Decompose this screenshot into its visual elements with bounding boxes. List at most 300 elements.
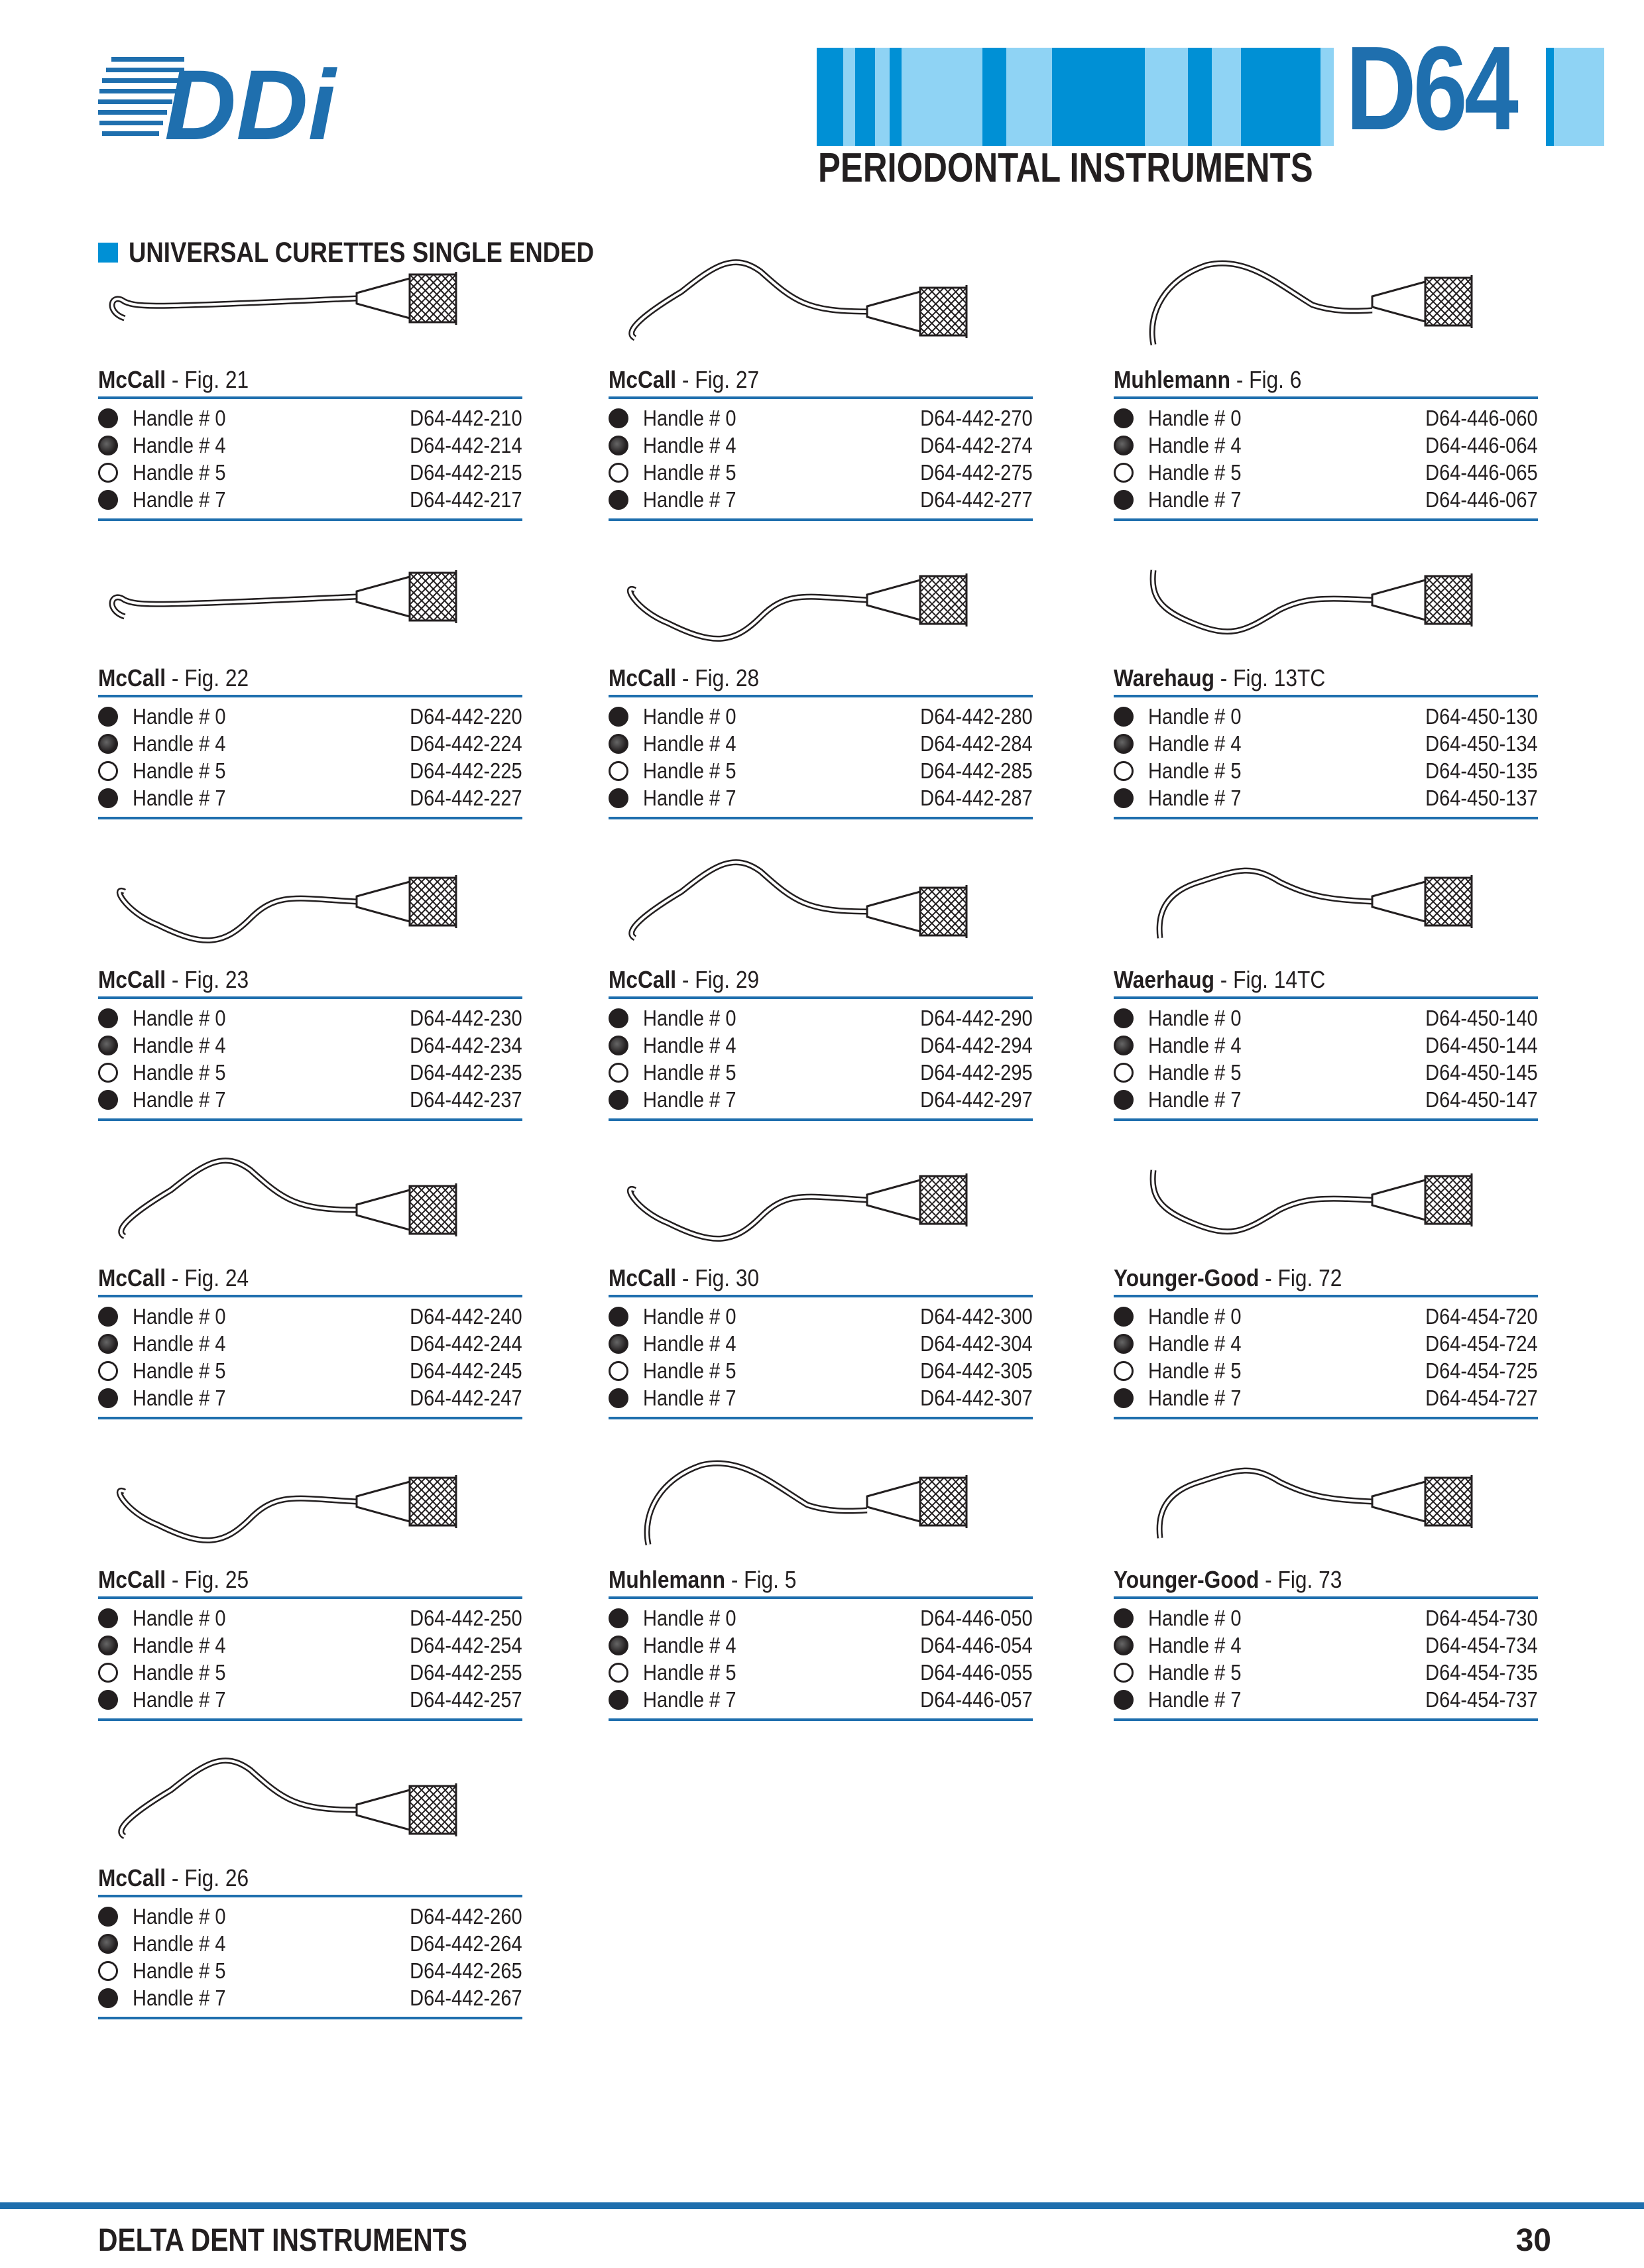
handle-row bbox=[609, 1059, 1033, 1086]
product-code: D64-442-257 bbox=[410, 1687, 522, 1712]
handle-row bbox=[98, 1604, 522, 1632]
product-code: D64-450-135 bbox=[1425, 758, 1538, 783]
bottom-rule bbox=[98, 817, 522, 819]
handle-label: Handle # 7 bbox=[133, 1385, 226, 1410]
product-code: D64-442-275 bbox=[920, 459, 1033, 485]
handle-row bbox=[98, 1659, 522, 1686]
figure-number: - Fig. 14TC bbox=[1214, 966, 1326, 993]
handle-label: Handle # 5 bbox=[1148, 459, 1242, 485]
figure-number: - Fig. 24 bbox=[166, 1264, 249, 1291]
handle-color-dot-icon bbox=[1114, 1036, 1134, 1055]
product-name: McCall bbox=[98, 366, 166, 393]
handle-label: Handle # 5 bbox=[1148, 1358, 1242, 1383]
handle-row bbox=[609, 1384, 1033, 1411]
handle-label: Handle # 4 bbox=[1148, 1032, 1242, 1057]
product-code: D64-442-294 bbox=[920, 1032, 1033, 1057]
figure-number: - Fig. 73 bbox=[1259, 1566, 1342, 1593]
handle-label: Handle # 4 bbox=[643, 1331, 736, 1356]
product-name: McCall bbox=[98, 1566, 166, 1593]
handle-color-dot-icon bbox=[609, 1063, 628, 1083]
handle-row bbox=[609, 1004, 1033, 1032]
handle-color-dot-icon bbox=[98, 1988, 118, 2008]
product-code: D64-442-277 bbox=[920, 487, 1033, 512]
handle-row bbox=[98, 1004, 522, 1032]
handle-label: Handle # 4 bbox=[133, 432, 226, 457]
handle-row bbox=[98, 703, 522, 730]
handle-row bbox=[98, 1686, 522, 1713]
handle-row bbox=[98, 1903, 522, 1930]
handle-label: Handle # 5 bbox=[133, 1358, 226, 1383]
title-rule bbox=[98, 1596, 522, 1599]
handle-label: Handle # 7 bbox=[643, 487, 736, 512]
handle-row bbox=[98, 1357, 522, 1384]
page-number: 30 bbox=[1515, 2223, 1551, 2258]
handle-color-dot-icon bbox=[609, 761, 628, 781]
handle-row bbox=[609, 1303, 1033, 1330]
handle-row bbox=[609, 1086, 1033, 1113]
product-code: D64-454-734 bbox=[1425, 1632, 1538, 1657]
product-code: D64-446-055 bbox=[920, 1659, 1033, 1685]
handle-label: Handle # 5 bbox=[133, 1958, 226, 1983]
product-name: McCall bbox=[609, 366, 677, 393]
product-title bbox=[609, 1566, 796, 1594]
product-code: D64-442-225 bbox=[410, 758, 522, 783]
handle-label: Handle # 5 bbox=[133, 758, 226, 783]
handle-row bbox=[1114, 1659, 1538, 1686]
instrument-drawing bbox=[98, 537, 522, 663]
product-name: Muhlemann bbox=[1114, 366, 1231, 393]
product-code: D64-442-255 bbox=[410, 1659, 522, 1685]
handle-row bbox=[98, 459, 522, 486]
figure-number: - Fig. 26 bbox=[166, 1864, 249, 1891]
product-code: D64-442-235 bbox=[410, 1059, 522, 1085]
product-code: D64-454-730 bbox=[1425, 1605, 1538, 1630]
product-code: D64-442-270 bbox=[920, 405, 1033, 430]
title-rule bbox=[98, 996, 522, 999]
product-code: D64-450-144 bbox=[1425, 1032, 1538, 1057]
product-code: D64-442-224 bbox=[410, 731, 522, 756]
handle-row bbox=[609, 730, 1033, 757]
handle-color-dot-icon bbox=[609, 408, 628, 428]
handle-list bbox=[609, 404, 1033, 513]
handle-label: Handle # 4 bbox=[1148, 1331, 1242, 1356]
product-title bbox=[1114, 1264, 1342, 1292]
product-code: D64-442-300 bbox=[920, 1303, 1033, 1329]
product-name: McCall bbox=[98, 1264, 166, 1291]
handle-label: Handle # 4 bbox=[643, 432, 736, 457]
product-title bbox=[609, 1264, 759, 1292]
handle-color-dot-icon bbox=[98, 1690, 118, 1710]
handle-row bbox=[1114, 1384, 1538, 1411]
handle-label: Handle # 7 bbox=[133, 1985, 226, 2010]
handle-color-dot-icon bbox=[609, 1334, 628, 1354]
handle-color-dot-icon bbox=[98, 1334, 118, 1354]
figure-number: - Fig. 13TC bbox=[1214, 664, 1326, 691]
product-code: D64-454-720 bbox=[1425, 1303, 1538, 1329]
instrument-drawing bbox=[98, 1439, 522, 1565]
handle-row bbox=[98, 1059, 522, 1086]
product-code: D64-446-057 bbox=[920, 1687, 1033, 1712]
handle-color-dot-icon bbox=[609, 1008, 628, 1028]
product-code: D64-442-227 bbox=[410, 785, 522, 810]
handle-list bbox=[98, 1903, 522, 2011]
handle-row bbox=[98, 1032, 522, 1059]
bottom-rule bbox=[609, 1118, 1033, 1121]
handle-label: Handle # 7 bbox=[643, 1385, 736, 1410]
handle-label: Handle # 0 bbox=[643, 1005, 736, 1030]
handle-color-dot-icon bbox=[98, 408, 118, 428]
product-code: D64-446-065 bbox=[1425, 459, 1538, 485]
product-code: D64-450-134 bbox=[1425, 731, 1538, 756]
product-code: D64-446-060 bbox=[1425, 405, 1538, 430]
product-code: D64-450-147 bbox=[1425, 1087, 1538, 1112]
product-code: D64-454-727 bbox=[1425, 1385, 1538, 1410]
product-code: D64-442-250 bbox=[410, 1605, 522, 1630]
product-title bbox=[609, 366, 759, 394]
handle-label: Handle # 4 bbox=[643, 1632, 736, 1657]
handle-color-dot-icon bbox=[609, 436, 628, 455]
instrument-drawing bbox=[609, 1439, 1033, 1565]
handle-row bbox=[98, 1086, 522, 1113]
bottom-rule bbox=[98, 2017, 522, 2019]
handle-list bbox=[98, 703, 522, 811]
bottom-rule bbox=[1114, 1417, 1538, 1419]
handle-color-dot-icon bbox=[609, 1307, 628, 1327]
title-rule bbox=[98, 695, 522, 697]
handle-color-dot-icon bbox=[1114, 1334, 1134, 1354]
handle-label: Handle # 5 bbox=[133, 1059, 226, 1085]
handle-color-dot-icon bbox=[98, 1636, 118, 1655]
handle-row bbox=[1114, 730, 1538, 757]
handle-color-dot-icon bbox=[1114, 1636, 1134, 1655]
product-title bbox=[1114, 966, 1325, 994]
handle-label: Handle # 4 bbox=[1148, 432, 1242, 457]
bottom-rule bbox=[609, 817, 1033, 819]
handle-color-dot-icon bbox=[1114, 463, 1134, 483]
handle-row bbox=[1114, 404, 1538, 432]
product-title bbox=[609, 664, 759, 692]
instrument-drawing bbox=[98, 839, 522, 965]
handle-list bbox=[1114, 404, 1538, 513]
handle-row bbox=[1114, 1357, 1538, 1384]
product-code: D64-442-295 bbox=[920, 1059, 1033, 1085]
instrument-drawing bbox=[98, 239, 522, 365]
handle-label: Handle # 0 bbox=[643, 1303, 736, 1329]
handle-row bbox=[609, 1659, 1033, 1686]
handle-row bbox=[1114, 1004, 1538, 1032]
handle-row bbox=[1114, 1330, 1538, 1357]
handle-label: Handle # 5 bbox=[1148, 1059, 1242, 1085]
bottom-rule bbox=[1114, 1718, 1538, 1721]
handle-color-dot-icon bbox=[609, 1036, 628, 1055]
figure-number: - Fig. 72 bbox=[1259, 1264, 1342, 1291]
instrument-drawing bbox=[98, 1737, 522, 1863]
product-code: D64-442-304 bbox=[920, 1331, 1033, 1356]
product-title bbox=[98, 1264, 249, 1292]
handle-label: Handle # 0 bbox=[1148, 1303, 1242, 1329]
product-code: D64-442-307 bbox=[920, 1385, 1033, 1410]
handle-color-dot-icon bbox=[609, 1090, 628, 1110]
product-name: Waerhaug bbox=[1114, 966, 1214, 993]
product-title bbox=[1114, 664, 1325, 692]
handle-color-dot-icon bbox=[1114, 1388, 1134, 1408]
handle-label: Handle # 0 bbox=[643, 1605, 736, 1630]
product-code: D64-442-215 bbox=[410, 459, 522, 485]
handle-color-dot-icon bbox=[1114, 1663, 1134, 1683]
product-code: D64-442-237 bbox=[410, 1087, 522, 1112]
handle-row bbox=[1114, 784, 1538, 811]
product-code: D64-450-145 bbox=[1425, 1059, 1538, 1085]
handle-label: Handle # 7 bbox=[133, 785, 226, 810]
handle-row bbox=[1114, 1086, 1538, 1113]
handle-color-dot-icon bbox=[1114, 1307, 1134, 1327]
product-code: D64-450-140 bbox=[1425, 1005, 1538, 1030]
handle-row bbox=[609, 1632, 1033, 1659]
handle-row bbox=[1114, 1032, 1538, 1059]
handle-row bbox=[98, 1384, 522, 1411]
footer-company: DELTA DENT INSTRUMENTS bbox=[98, 2223, 467, 2258]
handle-label: Handle # 7 bbox=[1148, 1087, 1242, 1112]
handle-row bbox=[98, 784, 522, 811]
product-code: D64-442-265 bbox=[410, 1958, 522, 1983]
handle-row bbox=[1114, 459, 1538, 486]
bottom-rule bbox=[1114, 518, 1538, 521]
product-code: D64-450-130 bbox=[1425, 703, 1538, 729]
handle-row bbox=[1114, 432, 1538, 459]
handle-row bbox=[609, 784, 1033, 811]
title-rule bbox=[1114, 695, 1538, 697]
product-title bbox=[98, 366, 249, 394]
product-code: D64-446-064 bbox=[1425, 432, 1538, 457]
handle-label: Handle # 0 bbox=[133, 405, 226, 430]
handle-color-dot-icon bbox=[1114, 1608, 1134, 1628]
handle-row bbox=[1114, 1303, 1538, 1330]
handle-list bbox=[1114, 1303, 1538, 1411]
handle-row bbox=[609, 1357, 1033, 1384]
handle-label: Handle # 4 bbox=[133, 1931, 226, 1956]
handle-color-dot-icon bbox=[98, 463, 118, 483]
product-code: D64-442-254 bbox=[410, 1632, 522, 1657]
handle-color-dot-icon bbox=[98, 1934, 118, 1954]
handle-color-dot-icon bbox=[98, 1008, 118, 1028]
product-name: Younger-Good bbox=[1114, 1566, 1260, 1593]
product-title bbox=[98, 966, 249, 994]
instrument-drawing bbox=[1114, 1439, 1538, 1565]
instrument-drawing bbox=[1114, 537, 1538, 663]
handle-label: Handle # 4 bbox=[133, 731, 226, 756]
handle-label: Handle # 5 bbox=[643, 758, 736, 783]
handle-label: Handle # 5 bbox=[643, 1659, 736, 1685]
handle-row bbox=[609, 1604, 1033, 1632]
handle-color-dot-icon bbox=[1114, 761, 1134, 781]
figure-number: - Fig. 29 bbox=[676, 966, 760, 993]
product-code: D64-442-240 bbox=[410, 1303, 522, 1329]
figure-number: - Fig. 5 bbox=[725, 1566, 797, 1593]
handle-color-dot-icon bbox=[98, 1307, 118, 1327]
product-name: McCall bbox=[609, 1264, 677, 1291]
handle-row bbox=[609, 703, 1033, 730]
handle-color-dot-icon bbox=[98, 490, 118, 510]
handle-color-dot-icon bbox=[1114, 436, 1134, 455]
handle-color-dot-icon bbox=[609, 1636, 628, 1655]
handle-label: Handle # 4 bbox=[643, 1032, 736, 1057]
handle-row bbox=[1114, 757, 1538, 784]
handle-label: Handle # 5 bbox=[1148, 758, 1242, 783]
handle-label: Handle # 4 bbox=[133, 1331, 226, 1356]
handle-label: Handle # 7 bbox=[1148, 1687, 1242, 1712]
product-name: McCall bbox=[609, 966, 677, 993]
handle-list bbox=[609, 1004, 1033, 1113]
handle-row bbox=[1114, 1632, 1538, 1659]
handle-color-dot-icon bbox=[1114, 1690, 1134, 1710]
product-title bbox=[98, 1864, 249, 1892]
product-code: D64-442-284 bbox=[920, 731, 1033, 756]
bottom-rule bbox=[98, 1118, 522, 1121]
handle-list bbox=[1114, 1004, 1538, 1113]
product-code: D64-446-050 bbox=[920, 1605, 1033, 1630]
product-name: Warehaug bbox=[1114, 664, 1214, 691]
handle-row bbox=[609, 757, 1033, 784]
handle-color-dot-icon bbox=[1114, 734, 1134, 754]
handle-color-dot-icon bbox=[609, 1388, 628, 1408]
handle-label: Handle # 7 bbox=[133, 1087, 226, 1112]
bottom-rule bbox=[1114, 1118, 1538, 1121]
handle-color-dot-icon bbox=[98, 761, 118, 781]
handle-list bbox=[98, 1303, 522, 1411]
product-title bbox=[1114, 1566, 1342, 1594]
section-title: UNIVERSAL CURETTES SINGLE ENDED bbox=[129, 236, 594, 269]
handle-row bbox=[98, 1330, 522, 1357]
catalog-code: D64 bbox=[1346, 22, 1516, 155]
title-rule bbox=[609, 1295, 1033, 1297]
handle-list bbox=[609, 1303, 1033, 1411]
handle-label: Handle # 0 bbox=[133, 1005, 226, 1030]
handle-list bbox=[98, 404, 522, 513]
product-title bbox=[98, 664, 249, 692]
figure-number: - Fig. 27 bbox=[676, 366, 760, 393]
handle-label: Handle # 0 bbox=[1148, 703, 1242, 729]
title-rule bbox=[98, 1895, 522, 1897]
handle-list bbox=[1114, 1604, 1538, 1713]
handle-label: Handle # 0 bbox=[643, 703, 736, 729]
product-code: D64-442-290 bbox=[920, 1005, 1033, 1030]
handle-color-dot-icon bbox=[98, 1036, 118, 1055]
title-rule bbox=[98, 1295, 522, 1297]
bottom-rule bbox=[609, 1718, 1033, 1721]
handle-color-dot-icon bbox=[1114, 1008, 1134, 1028]
product-title bbox=[1114, 366, 1301, 394]
handle-color-dot-icon bbox=[1114, 1090, 1134, 1110]
product-code: D64-442-220 bbox=[410, 703, 522, 729]
handle-color-dot-icon bbox=[98, 1361, 118, 1381]
handle-color-dot-icon bbox=[1114, 788, 1134, 808]
handle-color-dot-icon bbox=[1114, 707, 1134, 727]
bottom-rule bbox=[1114, 817, 1538, 819]
figure-number: - Fig. 30 bbox=[676, 1264, 760, 1291]
handle-label: Handle # 7 bbox=[1148, 487, 1242, 512]
handle-label: Handle # 5 bbox=[643, 1358, 736, 1383]
handle-label: Handle # 5 bbox=[643, 1059, 736, 1085]
handle-label: Handle # 0 bbox=[133, 703, 226, 729]
handle-label: Handle # 0 bbox=[133, 1605, 226, 1630]
title-rule bbox=[609, 695, 1033, 697]
bottom-rule bbox=[609, 518, 1033, 521]
handle-color-dot-icon bbox=[98, 1388, 118, 1408]
product-code: D64-442-305 bbox=[920, 1358, 1033, 1383]
handle-color-dot-icon bbox=[609, 707, 628, 727]
product-code: D64-442-297 bbox=[920, 1087, 1033, 1112]
title-rule bbox=[1114, 996, 1538, 999]
footer-rule bbox=[0, 2202, 1644, 2209]
product-code: D64-446-067 bbox=[1425, 487, 1538, 512]
handle-row bbox=[98, 730, 522, 757]
product-name: McCall bbox=[98, 966, 166, 993]
product-code: D64-442-264 bbox=[410, 1931, 522, 1956]
handle-row bbox=[609, 486, 1033, 513]
product-code: D64-442-230 bbox=[410, 1005, 522, 1030]
title-rule bbox=[1114, 1295, 1538, 1297]
figure-number: - Fig. 23 bbox=[166, 966, 249, 993]
handle-color-dot-icon bbox=[98, 1090, 118, 1110]
handle-row bbox=[98, 1303, 522, 1330]
instrument-drawing bbox=[609, 1137, 1033, 1263]
handle-row bbox=[98, 1632, 522, 1659]
product-code: D64-454-725 bbox=[1425, 1358, 1538, 1383]
title-rule bbox=[1114, 1596, 1538, 1599]
figure-number: - Fig. 22 bbox=[166, 664, 249, 691]
handle-label: Handle # 0 bbox=[1148, 405, 1242, 430]
figure-number: - Fig. 21 bbox=[166, 366, 249, 393]
handle-color-dot-icon bbox=[609, 788, 628, 808]
handle-color-dot-icon bbox=[98, 707, 118, 727]
bottom-rule bbox=[98, 1417, 522, 1419]
product-code: D64-442-267 bbox=[410, 1985, 522, 2010]
handle-label: Handle # 4 bbox=[643, 731, 736, 756]
figure-number: - Fig. 6 bbox=[1230, 366, 1302, 393]
handle-color-dot-icon bbox=[98, 1063, 118, 1083]
handle-row bbox=[1114, 1059, 1538, 1086]
handle-row bbox=[609, 1032, 1033, 1059]
handle-color-dot-icon bbox=[98, 1608, 118, 1628]
product-name: McCall bbox=[98, 664, 166, 691]
handle-label: Handle # 5 bbox=[643, 459, 736, 485]
handle-label: Handle # 0 bbox=[133, 1303, 226, 1329]
handle-label: Handle # 4 bbox=[133, 1632, 226, 1657]
handle-color-dot-icon bbox=[98, 1907, 118, 1927]
product-code: D64-442-244 bbox=[410, 1331, 522, 1356]
handle-row bbox=[609, 1686, 1033, 1713]
product-name: Younger-Good bbox=[1114, 1264, 1260, 1291]
handle-label: Handle # 4 bbox=[1148, 1632, 1242, 1657]
ddi-logo bbox=[98, 48, 350, 147]
handle-row bbox=[609, 404, 1033, 432]
handle-color-dot-icon bbox=[98, 436, 118, 455]
bottom-rule bbox=[609, 1417, 1033, 1419]
handle-row bbox=[1114, 703, 1538, 730]
product-code: D64-450-137 bbox=[1425, 785, 1538, 810]
product-code: D64-442-285 bbox=[920, 758, 1033, 783]
handle-label: Handle # 7 bbox=[1148, 785, 1242, 810]
handle-list bbox=[609, 703, 1033, 811]
handle-row bbox=[609, 459, 1033, 486]
instrument-drawing bbox=[1114, 239, 1538, 365]
figure-number: - Fig. 25 bbox=[166, 1566, 249, 1593]
product-code: D64-442-210 bbox=[410, 405, 522, 430]
title-rule bbox=[1114, 396, 1538, 399]
handle-label: Handle # 7 bbox=[643, 1087, 736, 1112]
handle-label: Handle # 7 bbox=[1148, 1385, 1242, 1410]
title-rule bbox=[98, 396, 522, 399]
